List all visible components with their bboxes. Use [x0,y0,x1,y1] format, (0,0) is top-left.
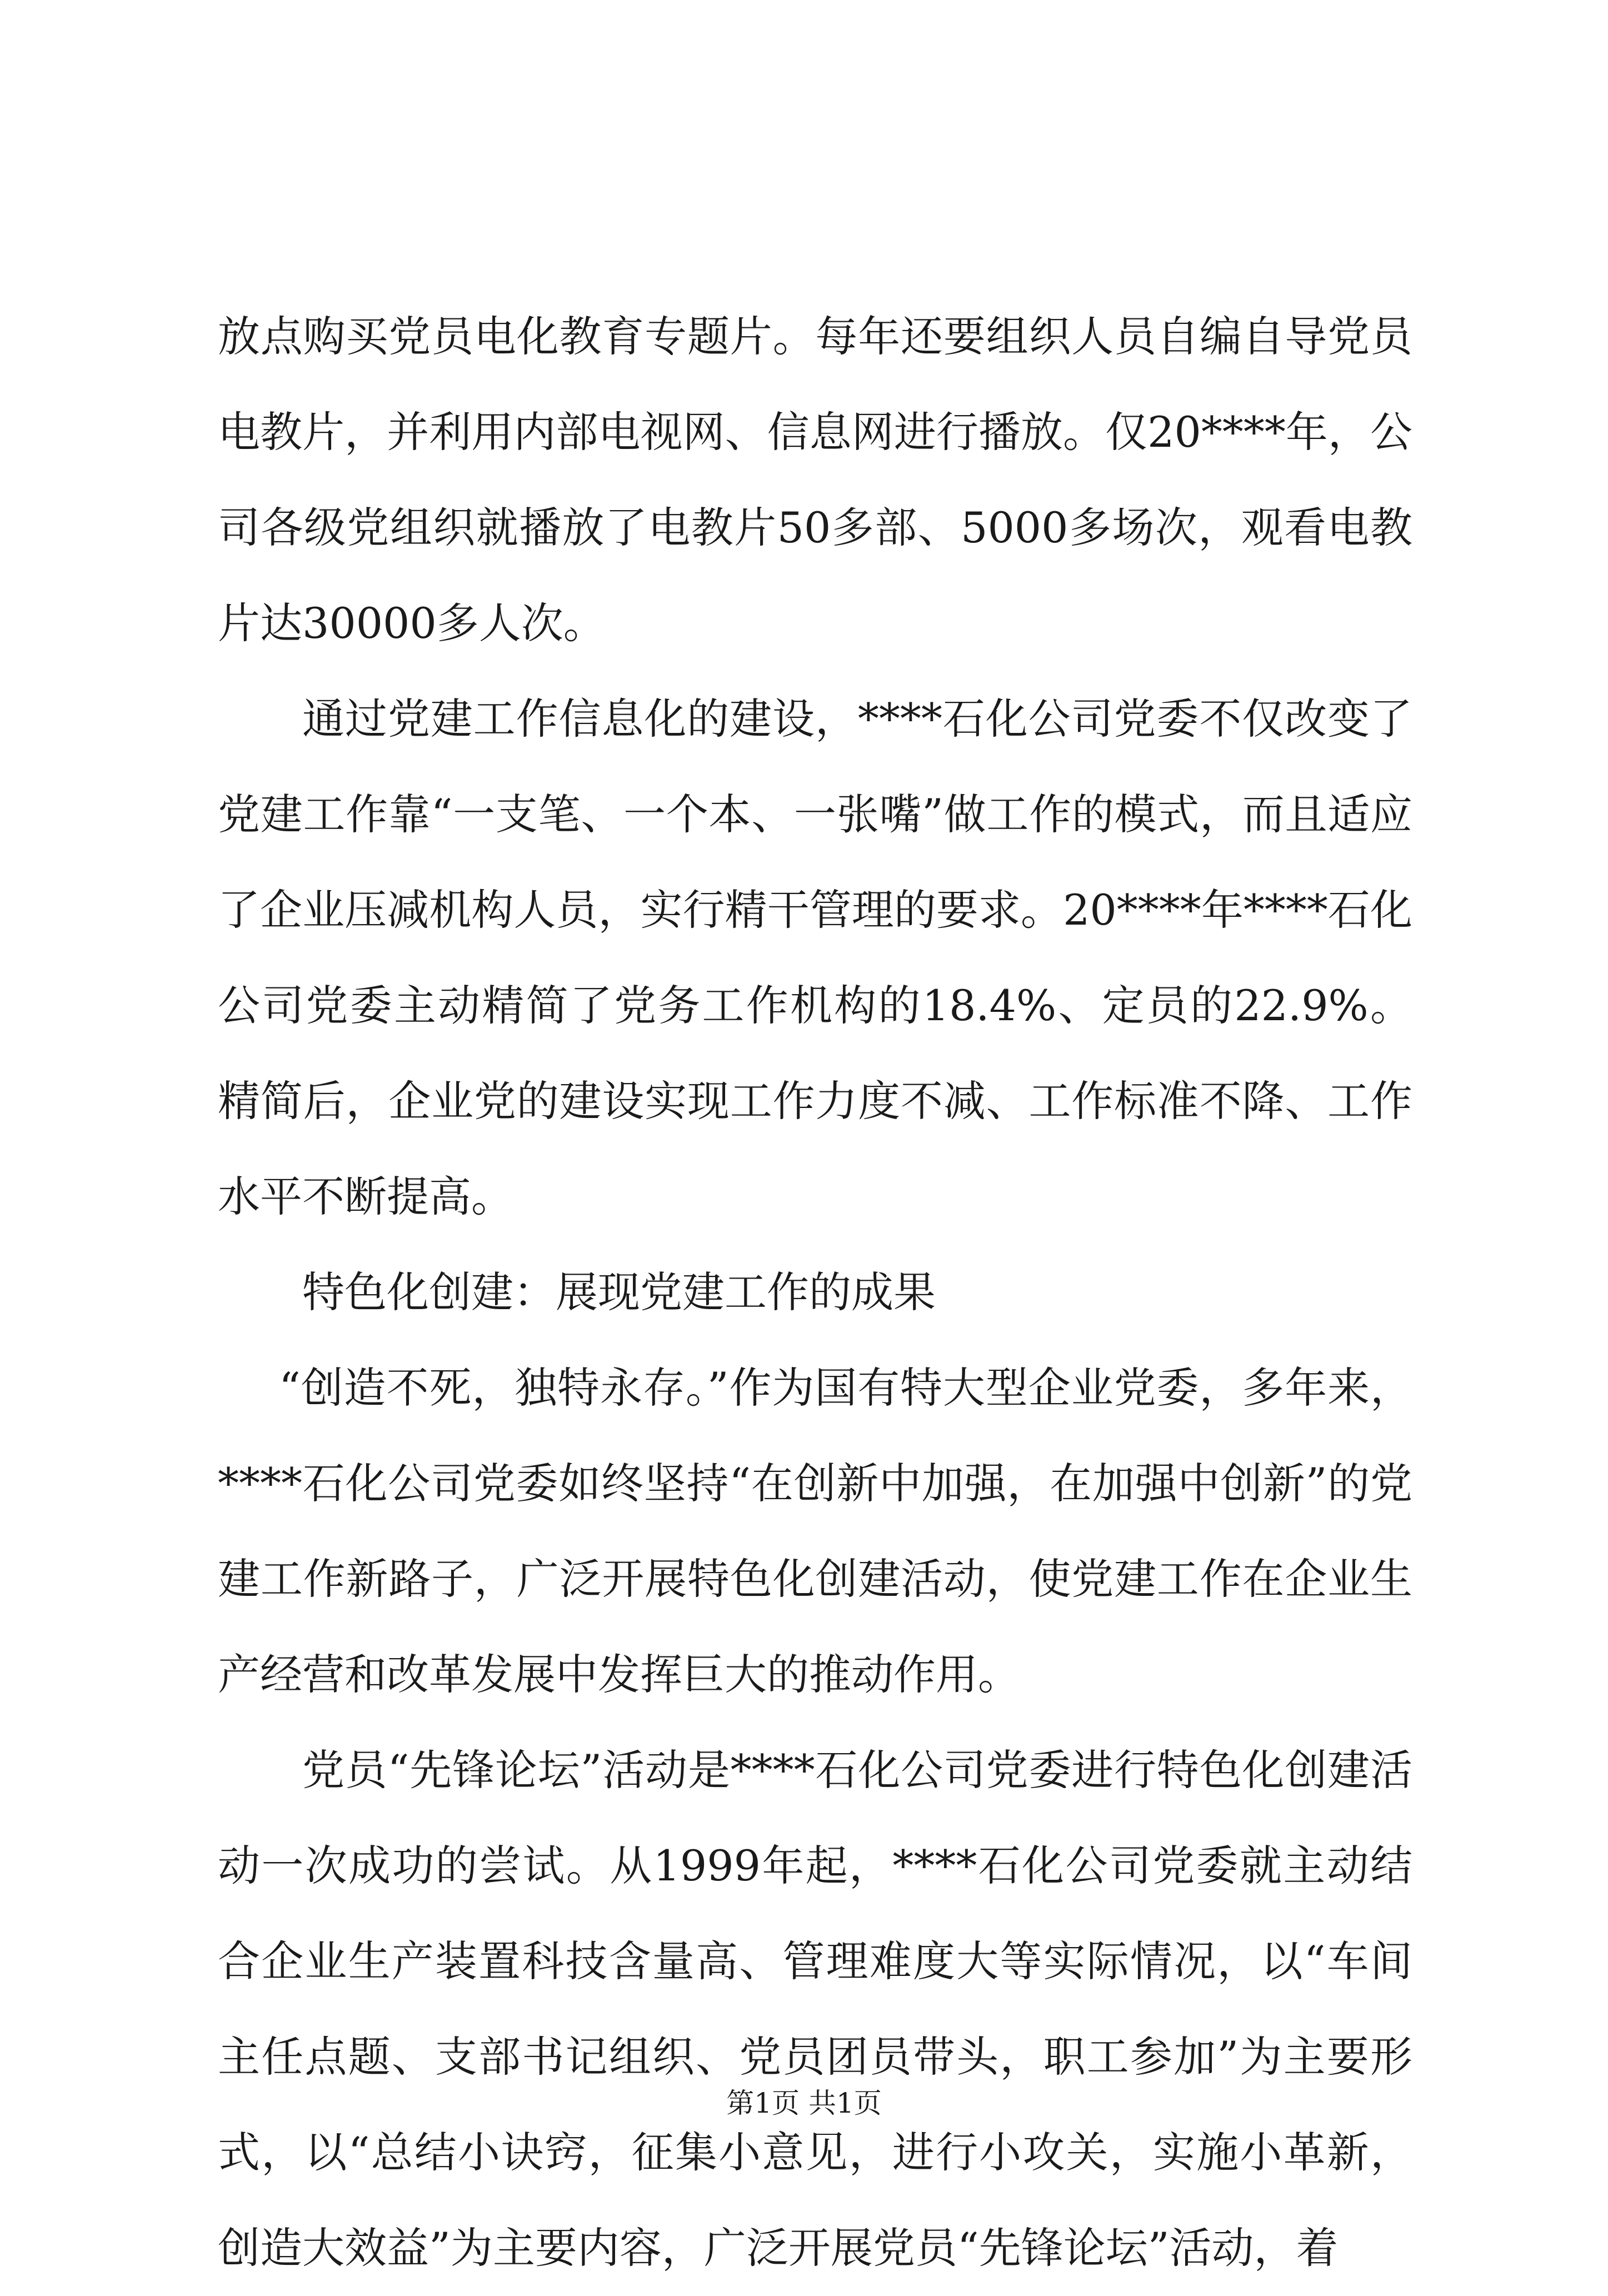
document-body [218,289,1412,2296]
paragraph-4: 党员“先锋论坛”活动是****石化公司党委进行特色化创建活动一次成功的尝试。从1999年起，****石化公司党委就主动结合企业生产装置科技含量高、管理难度大等实际情况，以“车间主任点题、支部书记组织、党员团员带头，职工参加”为主要形式，以“总结小诀窍，征集小意见，进行小攻关，实施小革新，创造大效益”为主要内容，广泛开展党员“先锋论坛”活动，着 [218,1745,1412,2273]
page-footer: 第1页 共1页 [726,2087,882,2119]
paragraph-3: “创造不死，独特永存。”作为国有特大型企业党委，多年来，****石化公司党委如终坚持“在创新中加强，在加强中创新”的党建工作新路子，广泛开展特色化创建活动，使党建工作在企业生产经营和改革发展中发挥巨大的推动作用。 [218,1363,1412,1699]
paragraph-2: 通过党建工作信息化的建设，****石化公司党委不仅改变了党建工作靠“一支笔、一个本、一张嘴”做工作的模式，而且适应了企业压减机构人员，实行精干管理的要求。20****年****石化公司党委主动精简了党务工作机构的18.4%、定员的22.9%。精简后，企业党的建设实现工作力度不减、工作标准不降、工作水平不断提高。 [218,694,1412,1221]
section-heading: 特色化创建：展现党建工作的成果 [302,1267,936,1317]
paragraph-1: 放点购买党员电化教育专题片。每年还要组织人员自编自导党员电教片，并利用内部电视网、信息网进行播放。仅20****年，公司各级党组织就播放了电教片50多部、5000多场次，观看电教片达30000多人次。 [218,312,1412,648]
